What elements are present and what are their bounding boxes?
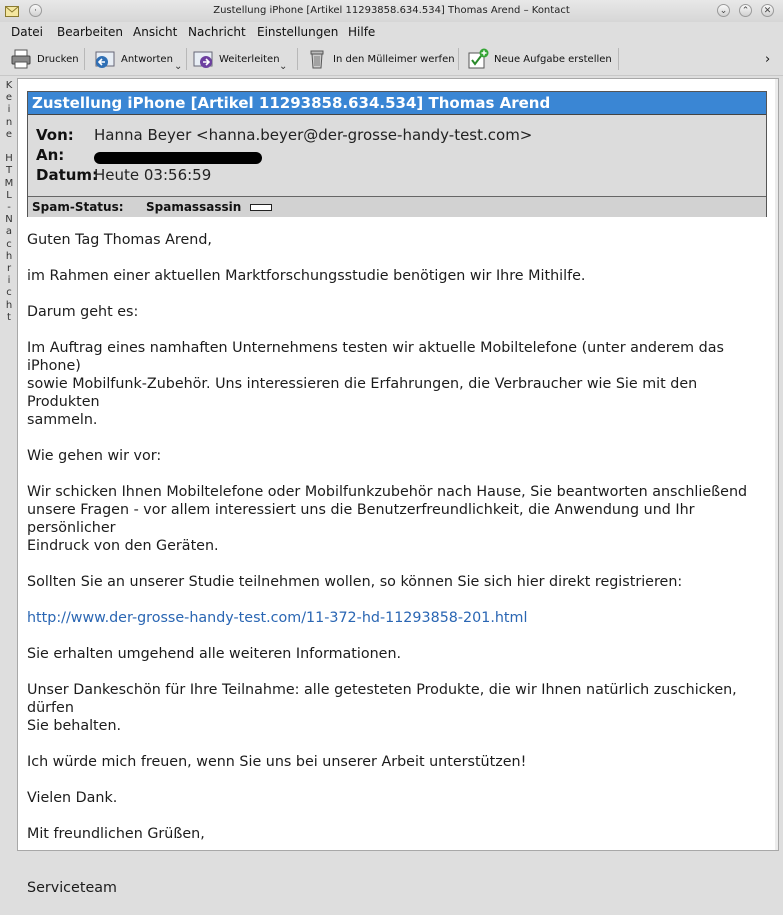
toolbar (0, 43, 783, 76)
spam-status-bar (28, 196, 766, 217)
new-task-label: Neue Aufgabe erstellen (494, 53, 612, 65)
registration-link[interactable]: http://www.der-grosse-handy-test.com/11-372-hd-11293858-201.html (27, 610, 528, 626)
menu-nachricht[interactable]: Nachricht (188, 25, 246, 39)
spam-score-meter (250, 204, 272, 211)
body-paragraph (27, 339, 772, 429)
spam-tool-label: Spamassassin (146, 200, 242, 214)
body-paragraph: Darum geht es: (27, 304, 139, 320)
signature-team: Serviceteam (27, 880, 117, 896)
message-body (27, 231, 772, 915)
reply-dropdown-icon[interactable]: ⌄ (174, 61, 183, 72)
reply-label: Antworten (121, 53, 173, 65)
maximize-icon[interactable]: ⌃ (739, 4, 752, 17)
menu-ansicht[interactable]: Ansicht (133, 25, 178, 39)
body-paragraph (27, 609, 772, 627)
body-paragraph: Wie gehen wir vor: (27, 448, 162, 464)
reply-button[interactable] (94, 47, 183, 72)
from-label: Von: (36, 126, 74, 144)
forward-dropdown-icon[interactable]: ⌄ (279, 61, 288, 72)
body-line: Wir schicken Ihnen Mobiltelefone oder Mobilfunkzubehör nach Hause, Sie beantworten anschließend (27, 484, 748, 500)
body-paragraph: Vielen Dank. (27, 790, 118, 806)
body-paragraph: Sie erhalten umgehend alle weiteren Informationen. (27, 646, 402, 662)
new-task-icon (467, 48, 489, 70)
message-subject: Zustellung iPhone [Artikel 11293858.634.534] Thomas Arend (28, 92, 766, 115)
body-paragraph: Mit freundlichen Grüßen, (27, 826, 205, 842)
body-line: unsere Fragen - vor allem interessiert uns die Benutzerfreundlichkeit, die Anwendung und Ihr persönlicher (27, 502, 695, 536)
trash-icon (306, 48, 328, 70)
forward-label: Weiterleiten (219, 53, 280, 65)
status-bar (0, 855, 783, 877)
menu-datei[interactable]: Datei (11, 25, 44, 39)
toolbar-overflow-button[interactable] (765, 47, 770, 71)
menu-bearbeiten[interactable]: Bearbeiten (57, 25, 123, 39)
print-label: Drucken (37, 53, 79, 65)
body-paragraph (27, 483, 772, 555)
html-status-label: K e i n e H T M L - N a c h r i c h t (4, 80, 14, 323)
chevron-right-icon: › (765, 51, 771, 67)
menubar (0, 22, 783, 42)
toolbar-separator (458, 48, 459, 70)
message-header (27, 91, 767, 217)
body-paragraph: Ich würde mich freuen, wenn Sie uns bei unserer Arbeit unterstützen! (27, 754, 527, 770)
html-status-bar[interactable] (3, 80, 15, 855)
body-line: Unser Dankeschön für Ihre Teilnahme: alle getesteten Produkte, die wir Ihnen natürlich zuschicken, dürfen (27, 682, 737, 716)
body-paragraph: im Rahmen einer aktuellen Marktforschungsstudie benötigen wir Ihre Mithilfe. (27, 268, 586, 284)
minimize-icon[interactable]: ⌄ (717, 4, 730, 17)
body-paragraph: Sollten Sie an unserer Studie teilnehmen wollen, so können Sie sich hier direkt registrieren: (27, 574, 683, 590)
reply-icon (94, 48, 116, 70)
printer-icon (10, 48, 32, 70)
menu-einstellungen[interactable]: Einstellungen (257, 25, 339, 39)
body-line: Sie behalten. (27, 718, 122, 734)
trash-button[interactable] (306, 47, 455, 71)
forward-icon (192, 48, 214, 70)
trash-label: In den Mülleimer werfen (333, 53, 455, 65)
toolbar-separator (84, 48, 85, 70)
redacted-recipient (94, 152, 262, 164)
body-line: sammeln. (27, 412, 98, 428)
message-view (17, 78, 779, 896)
scrollbar[interactable] (775, 79, 778, 850)
forward-button[interactable] (192, 47, 288, 72)
date-label: Datum: (36, 166, 99, 184)
to-label: An: (36, 146, 65, 164)
body-line: sowie Mobilfunk-Zubehör. Uns interessieren die Erfahrungen, die Verbraucher wie Sie mit den Produkten (27, 376, 698, 410)
close-icon[interactable]: ✕ (761, 4, 774, 17)
from-address-link[interactable]: Hanna Beyer <hanna.beyer@der-grosse-handy-test.com> (94, 126, 533, 144)
toolbar-separator (297, 48, 298, 70)
menu-hilfe[interactable]: Hilfe (348, 25, 376, 39)
body-line: Im Auftrag eines namhaften Unternehmens testen wir aktuelle Mobiltelefone (unter anderem das iPhone) (27, 340, 724, 374)
new-task-button[interactable] (467, 47, 612, 71)
body-paragraph (27, 681, 772, 735)
pin-icon[interactable]: · (29, 4, 42, 17)
toolbar-separator (186, 48, 187, 70)
spam-status-label: Spam-Status: (32, 200, 124, 214)
date-value: Heute 03:56:59 (94, 166, 212, 184)
window-title: Zustellung iPhone [Artikel 11293858.634.534] Thomas Arend – Kontact (213, 5, 570, 16)
body-line: Eindruck von den Geräten. (27, 538, 219, 554)
greeting: Guten Tag Thomas Arend, (27, 232, 212, 248)
print-button[interactable] (10, 47, 79, 71)
toolbar-separator (618, 48, 619, 70)
window-titlebar (0, 0, 783, 22)
